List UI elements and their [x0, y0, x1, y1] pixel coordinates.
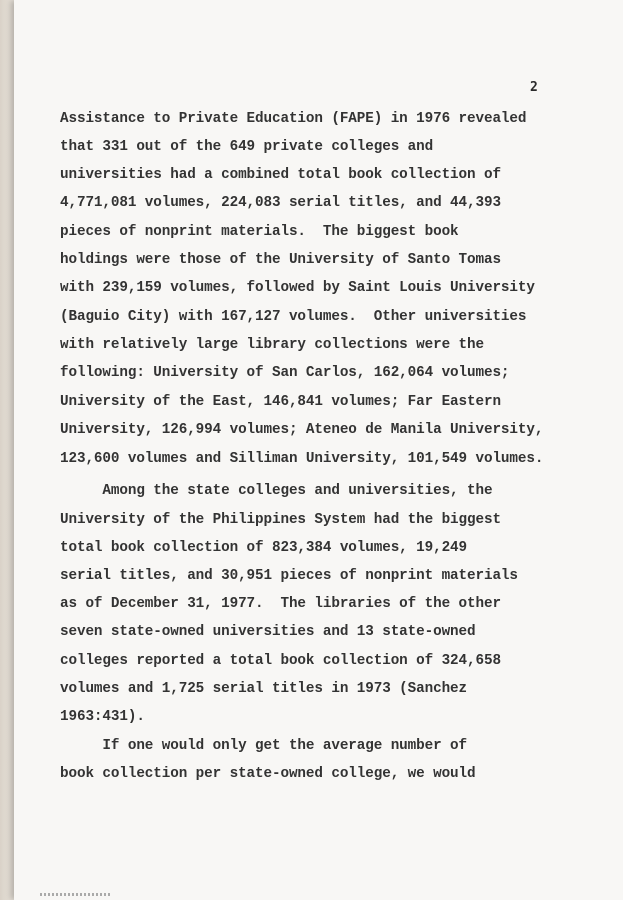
text-line: seven state-owned universities and 13 state-owned — [60, 624, 476, 640]
text-line: that 331 out of the 649 private colleges and — [60, 139, 434, 155]
text-line: Among the state colleges and universities, the — [60, 483, 493, 499]
document-page — [14, 0, 623, 900]
text-line: with relatively large library collections were the — [60, 337, 484, 353]
text-line: colleges reported a total book collection of 324,658 — [60, 653, 501, 669]
text-line: book collection per state-owned college, we would — [60, 766, 476, 782]
text-line: University of the East, 146,841 volumes; Far Eastern — [60, 394, 501, 410]
text-line: University, 126,994 volumes; Ateneo de Manila University, — [60, 422, 544, 438]
text-line: 123,600 volumes and Silliman University, 101,549 volumes. — [60, 451, 544, 467]
text-line: following: University of San Carlos, 162,064 volumes; — [60, 365, 510, 381]
text-line: pieces of nonprint materials. The biggest book — [60, 224, 459, 240]
page-edge — [0, 0, 14, 900]
text-line: holdings were those of the University of Santo Tomas — [60, 252, 501, 268]
text-line: 1963:431). — [60, 709, 145, 725]
text-line: If one would only get the average number of — [60, 738, 468, 754]
text-line: as of December 31, 1977. The libraries of the other — [60, 596, 501, 612]
text-line: (Baguio City) with 167,127 volumes. Other universities — [60, 309, 527, 325]
text-line: serial titles, and 30,951 pieces of nonprint materials — [60, 568, 518, 584]
text-line: universities had a combined total book collection of — [60, 167, 501, 183]
text-line: volumes and 1,725 serial titles in 1973 (Sanchez — [60, 681, 468, 697]
text-line: Assistance to Private Education (FAPE) in 1976 revealed — [60, 111, 527, 127]
scan-mark — [40, 893, 110, 896]
text-line: total book collection of 823,384 volumes, 19,249 — [60, 540, 468, 556]
text-line: 4,771,081 volumes, 224,083 serial titles, and 44,393 — [60, 195, 501, 211]
page-number: 2 — [530, 80, 538, 95]
text-line: University of the Philippines System had the biggest — [60, 512, 501, 528]
text-line: with 239,159 volumes, followed by Saint Louis University — [60, 280, 535, 296]
